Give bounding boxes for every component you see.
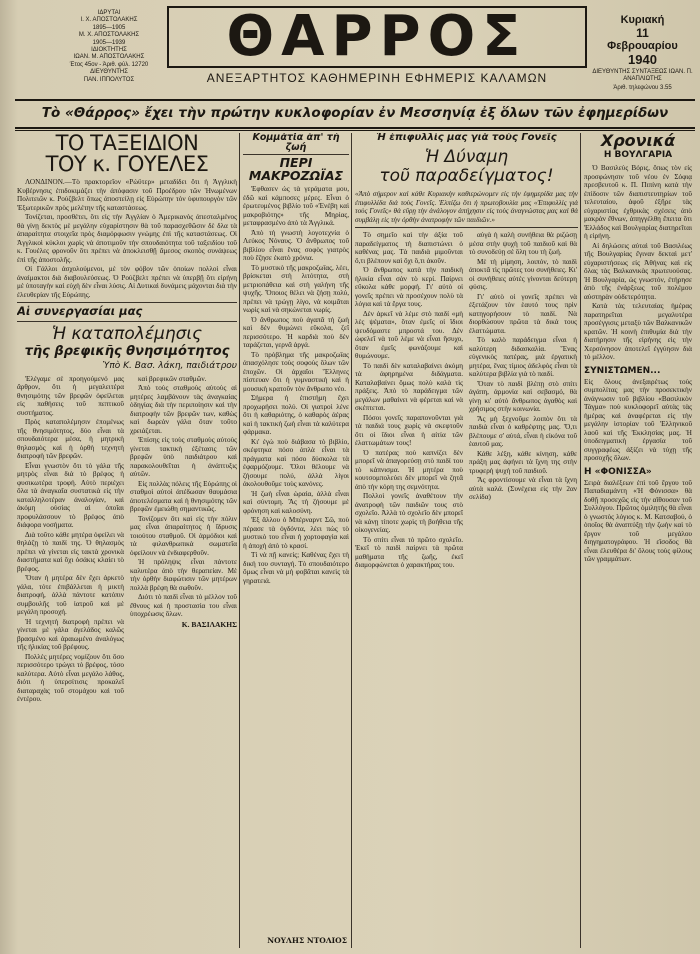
signature: ΝΟΥΛΗΣ ΝΤΟΛΙΟΣ [267, 936, 347, 945]
paragraph: Τὸ σημεῖο καὶ τὴν ἀξία τοῦ παραδείγματος τὴ διαπιστώνει ὁ καθένας μας. Τὰ παιδιὰ μιμοῦνται ὅ,τι βλέπουν καὶ ὅχι ὅ,τι ἀκοῦν. [355, 231, 463, 265]
founders-line: 1895—1905 [92, 24, 126, 31]
founders-line: ΔΙΕΥΘΥΝΤΗΣ [90, 69, 128, 76]
intro: «Ἀπὸ σήμερον καὶ κάθε Κυριακὴν καθιερώνομεν εἰς τὴν ἐφημερίδα μας τὴν ἐπιφυλλίδα διὰ τοὺς Γονεῖς. Ἐλπίζω ὅτι ἡ πρωτοβουλία μας «Ἐπιφυλλὶς γιὰ τοὺς Γονεῖς» θὰ εὕρῃ τὴν ἀνάλογον ἀπήχησιν εἰς τοὺς ἀναγνώστας μας καὶ θὰ συμβάλῃ εἰς τὴν ὀρθὴν ἀνατροφὴν τῶν παιδιῶν.» [355, 190, 578, 224]
paragraph: Πολλὲς μητέρες νομίζουν ὅτι ὅσο περισσότερο τρώγει τὸ βρέφος, τόσο καλύτερα. Αὐτὸ εἶναι μεγάλο λάθος, διότι ἡ ὑπερσίτισις προκαλεῖ διαταραχὰς τοῦ στομάχου καὶ τοῦ ἐντέρου. [17, 652, 124, 703]
headline-chronicles: Χρονικά [600, 133, 676, 150]
date-day: Κυριακή [620, 14, 665, 26]
phone-number: Άριθ. τηλεφώνου 3.55 [613, 85, 672, 91]
chronicles-column [584, 133, 692, 948]
founders-line: Έτος 45ον - Άριθ. φύλ. 12720 [69, 61, 149, 68]
paragraph: Τὸ πρόβλημα τῆς μακροζωΐας ἀπασχόλησε τοὺς σοφοὺς ὅλων τῶν ἐποχῶν. Οἱ ἀρχαῖοι Ἕλληνες πίστευαν ὅτι ἡ γυμναστικὴ καὶ ἡ μουσικὴ κρατοῦν τὸν ἄνθρωπο νέο. [243, 350, 349, 393]
kicker: Κομμάτι̇α ἀπ' τὴ ζωή [252, 133, 340, 153]
paragraph: Κάθε λέξη, κάθε κίνηση, κάθε πράξη μας ἀφήνει τὰ ἴχνη της στὴν τρυφερὴ ψυχὴ τοῦ παιδιοῦ. [469, 449, 577, 475]
date-month: Φεβρουαρίου [607, 40, 678, 52]
paragraph: Τί νὰ πῇ κανείς; Καθένας ἔχει τὴ δική του συνταγή. Τὸ σπουδαιότερο ὅμως εἶναι νὰ μὴ φοβᾶται κανεὶς τὰ γηρατειά. [243, 551, 349, 585]
article-body-col1 [17, 375, 124, 705]
paragraph: Τὸ μυστικὸ τῆς μακροζωΐας, λέει, βρίσκεται στὴ λιτότητα, στὴ μετριοπάθεια καὶ στὴ γαλήνη τῆς ψυχῆς. Ὅποιος θέλει νὰ ζήσῃ πολύ, πρέπει νὰ τρώγῃ λίγο, νὰ κοιμᾶται νωρὶς καὶ νὰ σηκώνεται νωρίς. [243, 263, 349, 314]
paragraph: Ὁ πατέρας ποὺ καπνίζει δὲν μπορεῖ νὰ ἀπαγορεύσῃ στὸ παιδί του τὸ κάπνισμα. Ἡ μητέρα ποὺ κουτσομπολεύει δὲν μπορεῖ νὰ ζητᾶ ἀπὸ τὴν κόρη της σεμνότητα. [355, 448, 463, 491]
article-body-col2 [130, 375, 237, 705]
paragraph: Τονίζεται, προσθέτει, ὅτι εἰς τὴν Ἀγγλίαν ὁ Ἀμερικανὸς ἀπεσταλμένος θὰ γίνῃ δεκτὸς μὲ μεγάλην εὐχαρίστησιν θὰ τοῦ παρασχεθῶσιν δὲ δλα τὰ ἀπαραίτητα στοιχεῖα πρὸς διαμόρφωσιν γνώμης ἐπὶ τῆς καταστάσεως. Οἱ Ἀγγλικοὶ κύκλοι χωρὶς νὰ ἀποτιμοῦν τὴν σπουδαιότητα τοῦ ταξειδίου τοῦ κ. Γουέλες φρονοῦν ὅτι πρέπει νὰ ἀποκλεισθῇ ἄμεσος σκοπὸς συνάψεως ἐπὶ τῆς ἀποστολῆς. [17, 213, 237, 264]
paragraph: Ὅταν τὸ παιδὶ βλέπῃ στὸ σπίτι ἀγάπη, ἀρμονία καὶ σεβασμό, θὰ γίνῃ κι' αὐτὸ ἄνθρωπος ἀγαθὸς καὶ χρήσιμος στὴν κοινωνία. [469, 379, 577, 413]
paragraph: Ἐπίσης εἰς τοὺς σταθμοὺς αὐτοὺς γίνεται τακτικὴ ἐξέτασις τῶν βρεφῶν ὑπὸ παιδιάτρου καὶ παρακολουθεῖται ἡ ἀνάπτυξις αὐτῶν. [130, 436, 237, 478]
article-body [243, 185, 349, 585]
paragraph: Αἱ δηλώσεις αὐταὶ τοῦ Βασιλέως τῆς Βουλγαρίας ἔγιναν δεκταὶ μετ' εὐχαριστήσεως εἰς Ἀθήνας καὶ εἰς ὅλας τὰς Βαλκανικὰς πρωτευούσας. Ἡ Βουλγαρία, ὡς γνωστόν, ἐτήρησε ἀπὸ τῆς ἐνάρξεως τοῦ πολέμου αὐστηρὰν οὐδετερότητα. [584, 241, 692, 301]
paragraph: Σειρὰ διαλέξεων ἐπὶ τοῦ ἔργου τοῦ Παπαδιαμάντη «Ἡ Φόνισσα» θὰ δοθῇ προσεχῶς εἰς τὴν αἴθουσαν τοῦ Συλλόγου. Πρῶτος ὁμιλητὴς θὰ εἶναι ὁ γνωστὸς λόγιος κ. Μ. Κατσαβού, ὁ ὁποῖος θὰ ἀναπτύξῃ τὴν ζωὴν καὶ τὸ ἔργον τοῦ μεγάλου διηγηματογράφου. Ἡ εἴσοδος θὰ εἶναι ἐλευθέρα δι' ὅλους τοὺς φίλους τῶν γραμμάτων. [584, 478, 692, 563]
paragraph: Πόσοι γονεῖς παραπονοῦνται γιὰ τὰ παιδιά τους χωρὶς νὰ σκεφτοῦν ὅτι οἱ ἴδιοι εἶναι ἡ αἰτία τῶν ἐλαττωμάτων τους! [355, 413, 463, 447]
heading-fonissa: Η «ΦΟΝΙΣΣΑ» [584, 466, 652, 477]
founders-line: 1905—1939 [92, 39, 126, 46]
founders-block [63, 10, 155, 84]
column-rule [239, 133, 240, 948]
paragraph: Τὸ παιδὶ δὲν καταλαβαίνει ἀκόμη τὰ ἀφηρημένα διδάγματα. Καταλαβαίνει ὅμως πολὺ καλὰ τὶς πράξεις. Ἀπὸ τὸ παράδειγμα τῶν μεγάλων μαθαίνει νὰ φέρεται καὶ νὰ σκέπτεται. [355, 361, 463, 412]
paragraph: Ἂς μὴ ξεχνοῦμε λοιπὸν ὅτι τὰ παιδιὰ εἶναι ὁ καθρέφτης μας. Ὅ,τι βλέπουμε σ' αὐτά, εἶναι ἡ εἰκόνα τοῦ ἑαυτοῦ μας. [469, 414, 577, 448]
paragraph: Γι' αὐτὸ οἱ γονεῖς πρέπει νὰ ἐξετάζουν τὸν ἑαυτό τους πρὶν κατηγορήσουν τὸ παιδί. Νὰ διορθώσουν πρῶτα τὰ δικά τους ἐλαττώματα. [469, 292, 577, 335]
headline-trip-a: ΤΟ ΤΑΞΕΙΔΙΟΝ [55, 133, 199, 155]
circulation-banner: Τὸ «Θάρρος» ἔχει τὴν πρώτην κυκλοφορίαν ἐν Μεσσηνίᾳ ἐξ ὅλων τῶν ἐφημερίδων [41, 105, 669, 121]
paragraph: Διὰ τοῦτο κάθε μητέρα ὀφείλει νὰ θηλάζῃ τὸ παιδί της. Ὁ θηλασμὸς πρέπει νὰ γίνεται εἰς τακτὰ χρονικὰ διαστήματα καὶ ὄχι ὁσάκις κλαίει τὸ βρέφος. [17, 530, 124, 573]
divider [17, 302, 237, 303]
founders-line: ΠΑΝ. ΙΠΠΟΛΥΤΟΣ [83, 76, 135, 83]
paragraph: Ἀπὸ τὴ γνωστὴ λογοτεχνία ὁ Λεύκος Νόναυς. Ὁ ἄνθρωπος τοῦ βιβλίου εἶναι ἕνας σοφὸς γιατρὸς ποὺ ἔζησε ἑκατὸ χρόνια. [243, 228, 349, 262]
founders-line: ΙΩΑΝ. Μ. ΑΠΟΣΤΟΛΑΚΗΣ [73, 54, 145, 61]
paragraph: Ἐφθασεν ὡς τὰ γεράματα μου, ἐδῶ καὶ κάμποσες μέρες. Εἶναι ὁ ἐρωτευμένος βιβλίο τοῦ «Ἐνέβη καὶ μακροβιότης» τῆς Μηρίας, μεταφρασμένο ἀπὸ τὰ Ἀγγλικά. [243, 185, 349, 227]
subheadline-bulgaria: Η ΒΟΥΛΓΑΡΙΑ [603, 150, 673, 160]
headline-longevity: ΠΕΡΙ ΜΑΚΡΟΖΩΪΑΣ [248, 155, 344, 183]
article-body-col1 [355, 231, 463, 571]
paragraph: Ὁ Βασιλεὺς Βόρις, ὅπως τὸν εἰς προσφώνησιν τοῦ νέου ἐν Σόφιᾳ πρεσβευτοῦ κ. Π. Πιπίνη κατὰ τὴν ἐπίδοσιν τῶν διαπιστευτηρίων τοῦ τελευταίου, ἀφοῦ ἐξῆρε τὰς εὐχαριστίας ἐχθρικὰς σχέσεις ἀπὸ μακρὰν ἔθνων, ἀπηγγέλθη ἔπειτα ὅτι Ἑλλάδος καὶ Βουλγαρίας διατηρεῖται ἡ εἰρήνη. [584, 164, 692, 240]
paragraph: Ἐλέγαμε σὲ προηγούμενό μας ἄρθρον, ὅτι ἡ μεγαλειτέρα θνησιμότης τῶν βρεφῶν ὀφείλεται εἰς παθήσεις τοῦ πεπτικοῦ συστήματος. [17, 374, 124, 417]
founders-line: Μ. Χ. ΑΠΟΣΤΟΛΑΚΗΣ [78, 32, 140, 39]
paragraph: Οἱ Γάλλοι ἀσχολούμενοι, μὲ τὸν φόβον τῶν ὁποίων πολλοὶ εἶναι ἀναίμακτοι διὰ διαβουλεύσεως. Ὁ Ρούζβελτ πρέπει νὰ ὑπερβῇ ὅτι εἰρήνη μὲ ὑποταγὴν καὶ εὐχὴ δὲν εἶναι λύσις. Αἱ Δυτικαὶ δυνάμεις μάχονται διὰ τὴν ἐλευθερίαν τῆς Εὐρώπης. [17, 265, 237, 299]
founders-line: Ι. Χ. ΑΠΟΣΤΟΛΑΚΗΣ [80, 17, 138, 24]
divider [17, 321, 237, 322]
masthead [15, 4, 695, 99]
paragraph: Ἡ πρόληψις εἶναι πάντοτε καλυτέρα ἀπὸ τὴν θεραπείαν. Μὲ τὴν ὀρθὴν διαφώτισιν τῶν μητέρων πολλὰ βρέφη θὰ σωθοῦν. [130, 558, 237, 592]
article-body [17, 178, 237, 299]
headline-trip-b: ΤΟΥ κ. ΓΟΥΕΛΕΣ [45, 152, 209, 176]
byline: Ὑπὸ Κ. Βασ. λάκη, παιδιάτρου [102, 360, 237, 371]
page-gutter [0, 133, 14, 948]
title-box [167, 6, 587, 68]
headline-infant-a: Ἡ καταπολέμησις [51, 323, 203, 344]
left-column [17, 133, 237, 948]
article-body-col2 [469, 231, 577, 571]
headline-power-a: Ἡ Δύναμη [424, 147, 509, 167]
paragraph: Ὁ ἄνθρωπος κατὰ τὴν παιδικὴ ἡλικία εἶναι σὰν τὸ κερί. Παίρνει εὔκολα κάθε μορφή. Γι' αὐτὸ οἱ γονεῖς πρέπει νὰ προσέχουν πολὺ τὰ λόγια καὶ τὰ ἔργα τους. [355, 266, 463, 308]
paragraph: αὐγὰ ἡ καλὴ συνήθεια θὰ ριζώσῃ μέσα στὴν ψυχὴ τοῦ παιδιοῦ καὶ θὰ τὸ συνοδεύῃ σὲ ὅλη του τὴ ζωή. [469, 231, 577, 256]
paragraph: Σήμερα ἡ ἐπιστήμη ἔχει προχωρήσει πολύ. Οἱ γιατροὶ λένε ὅτι ἡ καθαριότης, ὁ καθαρὸς ἀέρας καὶ ἡ τακτικὴ ζωὴ εἶναι τὰ καλύτερα φάρμακα. [243, 394, 349, 436]
paragraph: Ἡ τεχνητὴ διατροφὴ πρέπει νὰ γίνεται μὲ γάλα ἀγελάδος καλῶς βρασμένο καὶ ἀραιωμένο ἀναλόγως τῆς ἡλικίας τοῦ βρέφους. [17, 617, 124, 651]
paragraph: Πολλοὶ γονεῖς ἀναθέτουν τὴν ἀνατροφὴ τῶν παιδιῶν τους στὸ σχολεῖο. Ἀλλὰ τὸ σχολεῖο δὲν μπορεῖ νὰ κάνῃ τίποτε χωρὶς τὴ βοήθεια τῆς οἰκογενείας. [355, 492, 463, 534]
paragraph: Διότι τὸ παιδὶ εἶναι τὸ μέλλον τοῦ ἔθνους καὶ ἡ προστασία του εἶναι ὑποχρέωσις ὅλων. [130, 593, 237, 618]
paragraph: Τονίζομεν ὅτι καὶ εἰς τὴν πόλιν μας εἶναι ἀπαραίτητος ἡ ἵδρυσις τοιούτου σταθμοῦ. Οἱ ἁρμόδιοι καὶ τὰ φιλανθρωπικὰ σωματεῖα ὀφείλουν νὰ ἐνδιαφερθοῦν. [130, 514, 237, 557]
divider [355, 227, 578, 228]
paragraph: Δὲν ἀρκεῖ νὰ λέμε στὸ παιδί «μὴ λὲς ψέματα», ὅταν ἐμεῖς οἱ ἴδιοι ψευδόμαστε μπροστά του. Δὲν ὠφελεῖ νὰ τοῦ λέμε νὰ εἶναι ἥσυχο, ὅταν ἐμεῖς φωνάζουμε καὶ θυμώνουμε. [355, 309, 463, 360]
paragraph: καὶ βρεφικῶν σταθμῶν. [138, 374, 207, 383]
paragraph: Κατὰ τὰς τελευταίας ἡμέρας παρατηρεῖται μεγαλυτέρα προσέγγισις μεταξὺ τῶν Βαλκανικῶν κρατῶν. Ἡ κοινὴ ἐπιθυμία διὰ τὴν διατήρησιν τῆς εἰρήνης εἰς τὴν Χερσόνησον ἀποτελεῖ ἐγγύησιν διὰ τὸ μέλλον. [584, 302, 692, 361]
newspaper-subtitle: ΑΝΕΞΑΡΤΗΤΟΣ ΚΑΘΗΜΕΡΙΝΗ ΕΦΗΜΕΡΙΣ ΚΑΛΑΜΩΝ [206, 71, 548, 85]
longevity-column [243, 133, 349, 948]
kicker: Ἡ ἐπιφυλλὶς μας γιὰ τοὺς Γονεῖς [376, 133, 557, 143]
paragraph: ΛΟΝΔΙΝΟΝ.—Τὸ πρακτορεῖον «Ρώϋτερ» μεταδίδει ὅτι ἡ Ἀγγλικὴ Κυβέρνησις ἐπιδοκιμάζει τὴν ἀπόφασιν τοῦ Προέδρου τῶν Ἡνωμένων Πολιτειῶν κ. Ρούζβελτ ὅπως ἀποστείλῃ εἰς Εὐρώπην τὸν ὑφυπουργὸν τῶν Ἐξωτερικῶν πρὸς μελέτην τῆς καταστάσεως. [17, 178, 237, 212]
parents-column [355, 133, 578, 948]
article-infant-mortality [17, 306, 237, 705]
paragraph: Ἀπὸ τοὺς σταθμοὺς αὐτοὺς αἱ μητέρες λαμβάνουν τὰς ἀναγκαίας ὁδηγίας διὰ τὴν περιποίησιν καὶ τὴν διατροφὴν τῶν βρεφῶν των, καθὼς καὶ δωρεὰν γάλα ὅταν τοῦτο χρειάζεται. [130, 384, 237, 435]
paragraph: Πρὸς καταπολέμησιν ἐπομένως τῆς θνησιμότητος, δύο εἶναι τὰ σπουδαιότερα μέσα, ἡ μητρικὴ θηλασμὸς καὶ ἡ ὀρθὴ τεχνητὴ διατροφὴ τῶν βρεφῶν. [17, 418, 124, 460]
date-block [590, 14, 695, 91]
paragraph: Ὅταν ἡ μητέρα δὲν ἔχει ἀρκετὸ γάλα, τότε ἐπιβάλλεται ἡ μικτὴ διατροφή, ἀλλὰ πάντοτε κατόπιν συμβουλῆς τοῦ ἰατροῦ καὶ μὲ μεγάλη προσοχή. [17, 574, 124, 616]
kicker: Αἱ συνεργασίαι μας [17, 304, 143, 318]
paragraph: Ὁ ἄνθρωπος ποὺ ἀγαπᾶ τὴ ζωὴ καὶ δὲν θυμώνει εὔκολα, ζεῖ περισσότερο. Ἡ καρδιὰ ποὺ δὲν ταράζεται, γερνᾶ ἀργά. [243, 315, 349, 349]
paragraph: Ἐξ ἄλλου ὁ Μπέρναρντ Σῶ, ποὺ πέρασε τὰ ὀγδόντα, λέει πὼς τὸ μυστικὸ του εἶναι ἡ χορτοφαγία καὶ ἡ ἀποχὴ ἀπὸ τὸ κρασί. [243, 516, 349, 550]
paragraph: Μὲ τὴ μίμηση, λοιπόν, τὸ παιδὶ ἀποκτᾶ τὶς πρῶτες του συνήθειες. Κι' οἱ συνήθειες αὐτὲς γίνονται δεύτερη φύσις. [469, 257, 577, 291]
signature: Κ. ΒΑΣΙΛΑΚΗΣ [181, 619, 237, 629]
banner-rule [15, 127, 695, 129]
editor-credit: ΔΙΕΥΘΥΝΤΗΣ ΣΥΝΤΑΞΕΩΣ ΙΩΑΝ. Π. ΑΝΑΠΛΙΩΤΗΣ [592, 69, 693, 82]
article-trip [17, 133, 237, 299]
paragraph: Τὸ καλὸ παράδειγμα εἶναι ἡ καλύτερη διδασκαλία. Ἕνας εὐγενικὸς πατέρας, μιὰ ἐργατικὴ μητέρα, ἕνας τίμιος ἀδελφὸς εἶναι τὰ καλύτερα βιβλία γιὰ τὸ παιδί. [469, 336, 577, 378]
column-rule [351, 133, 352, 948]
paragraph: Εἰς ὅλους ἀνεξαιρέτως τοὺς συμπολίτας μας τὴν προσεκτικὴν ἀνάγνωσιν τοῦ βιβλίου «Βασιλικὸν Τάγμα» ποὺ κυκλοφορεῖ αὐτὰς τὰς ἡμέρας καὶ ἀναφέρεται εἰς τὴν μεγάλην ἱστορίαν τοῦ Ἑλληνικοῦ λαοῦ καὶ τῆς Ἐκκλησίας μας. Ἡ ὑποδειγματικὴ ἐργασία τοῦ συγγραφέως ἀξίζει νὰ τύχῃ τῆς προσοχῆς ὅλων. [584, 377, 692, 462]
date-number: 11 [636, 26, 649, 40]
founders-line: ΙΔΡΥΤΑΙ [97, 10, 121, 16]
column-rule [580, 133, 581, 948]
paragraph: Ἡ ζωὴ εἶναι ὡραία, ἀλλὰ εἶναι καὶ σύντομη. Ἂς τὴ ζήσουμε μὲ φρόνηση καὶ καλοσύνη. [243, 489, 349, 515]
paragraph: Τὸ σπίτι εἶναι τὸ πρῶτο σχολεῖο. Ἐκεῖ τὸ παιδὶ παίρνει τὰ πρῶτα μαθήματα τῆς ζωῆς, ἐκεῖ διαμορφώνεται ὁ χαρακτήρας του. [355, 535, 463, 569]
paragraph: Ἂς φροντίσουμε νὰ εἶναι τὰ ἴχνη αὐτὰ καλά. (Συνέχεια εἰς τὴν 2αν σελίδα) [469, 476, 577, 501]
headline-infant-b: τῆς βρεφικῆς θνησιμότητος [24, 343, 230, 359]
newspaper-title: ΘΑΡΡΟΣ [226, 4, 528, 69]
date-year: 1940 [628, 52, 657, 67]
headline-power-b: τοῦ παραδείγματος! [379, 166, 554, 186]
banner-rule-thin [15, 130, 695, 131]
paragraph: Κι' ἐγὼ ποὺ διάβασα τὸ βιβλίο, σκέφτηκα πόσο ἁπλὰ εἶναι τὰ πράγματα καὶ πόσο δύσκολα τὰ ἐφαρμόζουμε. Ὅλοι θέλουμε νὰ ζήσουμε πολύ, ἀλλὰ λίγοι ἀκολουθοῦμε τοὺς κανόνες. [243, 437, 349, 488]
paragraph: Εἶναι γνωστὸν ὅτι τὸ γάλα τῆς μητρὸς εἶναι διὰ τὸ βρέφος ἡ φυσικωτέρα τροφή. Αὐτὸ περιέχει ὅλα τὰ ἀναγκαῖα συστατικὰ εἰς τὴν καταλληλοτέραν ἀναλογίαν, καὶ ἀκόμη οὐσίας αἱ ὁποῖαι προφυλάσσουν τὸ βρέφος ἀπὸ διάφορα νοσήματα. [17, 461, 124, 529]
article-body [584, 164, 692, 362]
heading-recommend: ΣΥΝΙΣΤΩΜΕΝ... [584, 365, 661, 376]
paragraph: Εἰς πολλὰς πόλεις τῆς Εὐρώπης οἱ σταθμοὶ αὐτοὶ ἀπέδωσαν θαυμάσια ἀποτελέσματα καὶ ἡ θνησιμότης τῶν βρεφῶν ἐμειώθη σημαντικῶς. [130, 479, 237, 513]
founders-line: ΙΔΙΟΚΤΗΤΗΣ [91, 47, 127, 54]
